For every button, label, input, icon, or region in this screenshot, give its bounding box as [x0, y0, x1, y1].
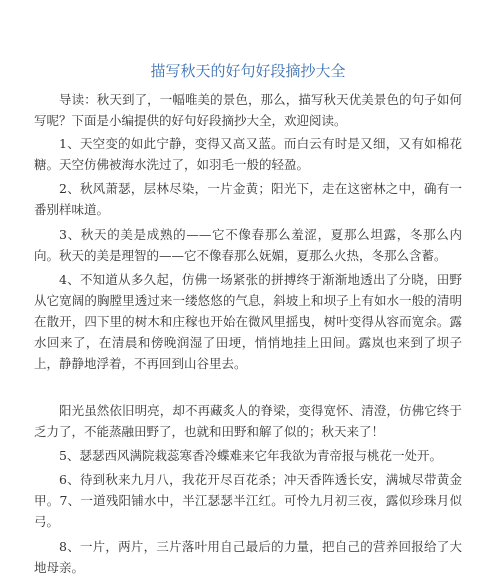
paragraph-2: 2、秋风萧瑟，层林尽染，一片金黄；阳光下，走在这密林之中，确有一番别样味道。	[34, 181, 462, 217]
article-title: 描写秋天的好句好段摘抄大全	[150, 62, 346, 80]
paragraph-4-continued: 阳光虽然依旧明亮，却不再藏炙人的脊梁，变得宽怀、清澄，仿佛它终于乏力了，不能蒸融田野了，也就和田野和解了似的；秋天来了！	[34, 403, 462, 439]
paragraph-5: 5、瑟瑟西风满院栽蕊寒香冷蝶难来它年我欲为青帝报与桃花一处开。	[59, 448, 442, 463]
paragraph-8: 8、一片，两片，三片落叶用自己最后的力量，把自己的营养回报给了大地母亲。	[34, 539, 462, 575]
intro-paragraph: 导读：秋天到了，一幅唯美的景色，那么，描写秋天优美景色的句子如何写呢？下面是小编提供的好句好段摘抄大全，欢迎阅读。	[34, 92, 462, 128]
paragraph-3: 3、秋天的美是成熟的——它不像春那么羞涩，夏那么坦露，冬那么内向。秋天的美是理智的——它不像春那么妩媚，夏那么火热，冬那么含蓄。	[34, 227, 462, 263]
paragraph-4: 4、不知道从多久起，仿佛一场紧张的拼搏终于渐渐地透出了分晓，田野从它宽阔的胸膛里透过来一缕悠悠的气息，斜坡上和坝子上有如水一般的清明在散开，四下里的树木和庄稼也开始在微风里摇曳，树叶变得从容而宽余。露水回来了，在清晨和傍晚润湿了田埂，悄悄地挂上田间。露岚也来到了坝子上，静静地浮着，不再回到山谷里去。	[34, 272, 462, 371]
paragraph-1: 1、天空变的如此宁静，变得又高又蓝。而白云有时是又细，又有如棉花糖。天空仿佛被海水洗过了，如羽毛一般的轻盈。	[34, 136, 462, 172]
paragraph-6-7: 6、待到秋来九月八，我花开尽百花杀；冲天香阵透长安，满城尽带黄金甲。7、一道残阳铺水中，半江瑟瑟半江红。可怜九月初三夜，露似珍珠月似弓。	[34, 472, 462, 529]
